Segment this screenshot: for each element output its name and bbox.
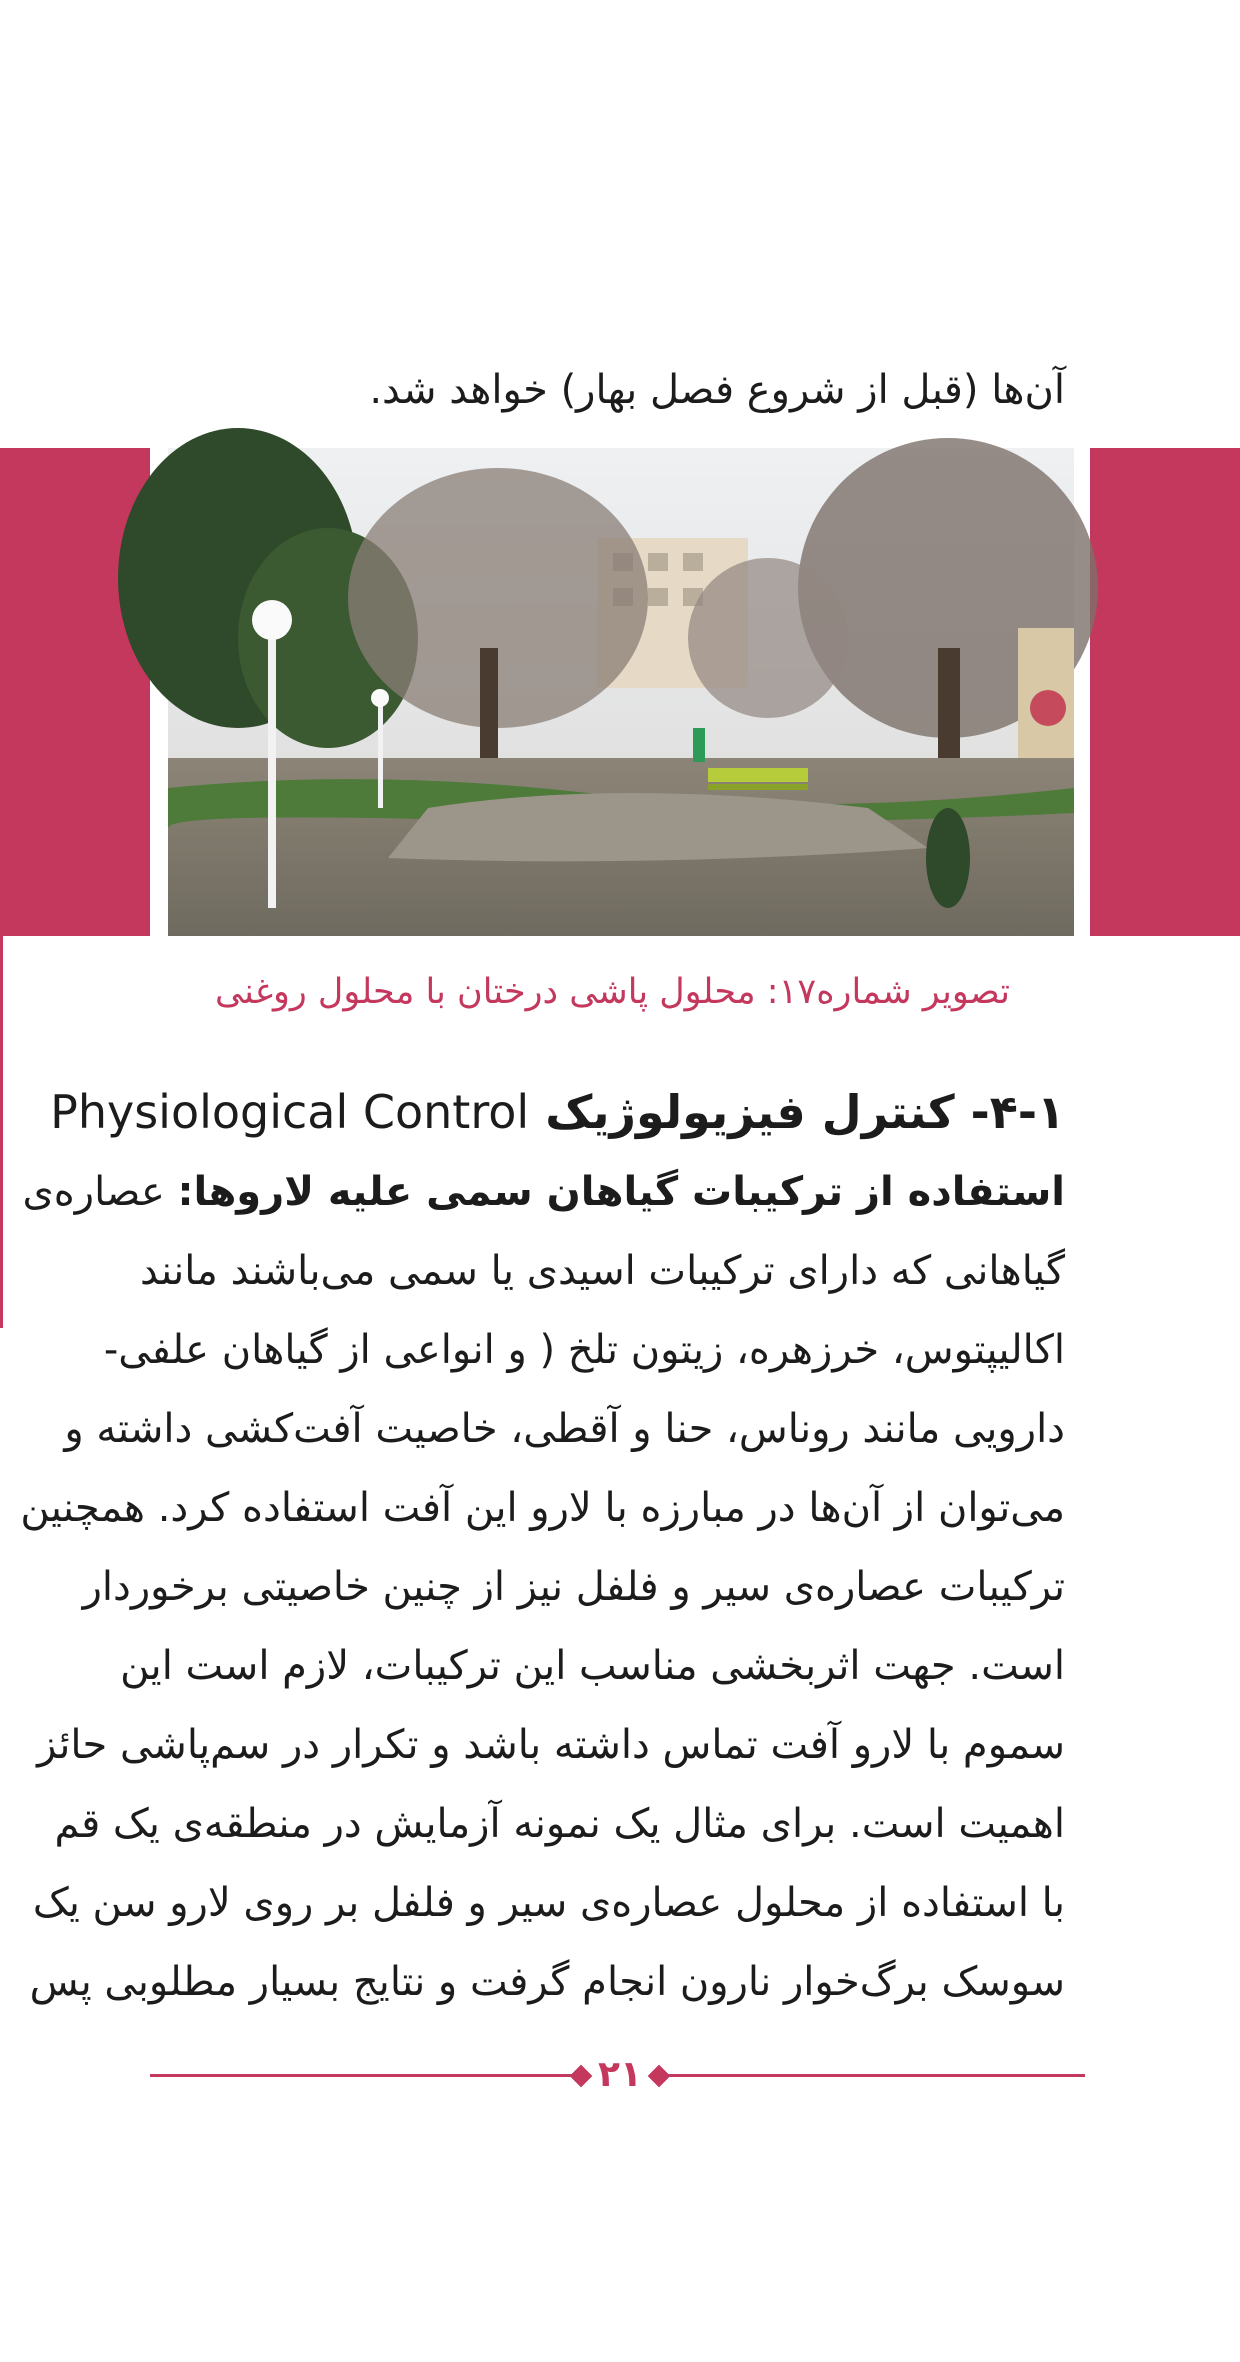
paragraph-line: است. جهت اثربخشی مناسب این ترکیبات، لازم است این [120, 1643, 1065, 1689]
continued-text-line: آن‌ها (قبل از شروع فصل بهار) خواهد شد. [369, 367, 1065, 413]
paragraph-line: می‌توان از آن‌ها در مبارزه با لارو این آفت استفاده کرد. همچنین [20, 1485, 1065, 1531]
page-number: ۲۱ [598, 2054, 642, 2095]
paragraph-line-lead [22, 1153, 1065, 1232]
section-heading [50, 1075, 1065, 1149]
paragraph [20, 1153, 1065, 2022]
paragraph-line: اکالیپتوس، خرزهره، زیتون تلخ ( و انواعی از گیاهان علفی- [103, 1327, 1065, 1373]
paragraph-line: اهمیت است. برای مثال یک نمونه آزمایش در منطقه‌ی یک قم [54, 1801, 1065, 1847]
footer-diamond-left-icon [570, 2065, 593, 2088]
decorative-band-right [1090, 448, 1240, 936]
figure-photo [168, 448, 1074, 936]
paragraph-line: با استفاده از محلول عصاره‌ی سیر و فلفل بر روی لارو سن یک [32, 1880, 1065, 1926]
section-title-en: Physiological Control [50, 1085, 530, 1139]
footer-rule-left [150, 2074, 575, 2077]
section-title-fa: کنترل فیزیولوژیک [545, 1085, 955, 1139]
paragraph-line: سوسک برگ‌خوار نارون انجام گرفت و نتایج بسیار مطلوبی پس [29, 1959, 1065, 2005]
paragraph-line: ترکیبات عصاره‌ی سیر و فلفل نیز از چنین خاصیتی برخوردار [82, 1564, 1065, 1610]
paragraph-lead-bold: استفاده از ترکیبات گیاهان سمی علیه لاروها: [177, 1169, 1065, 1215]
paragraph-lead-rest: عصاره‌ی [22, 1169, 178, 1215]
paragraph-line: سموم با لارو آفت تماس داشته باشد و تکرار در سم‌پاشی حائز [37, 1722, 1065, 1768]
decorative-edge-strip [0, 936, 3, 1328]
paragraph-line: دارویی مانند روناس، حنا و آقطی، خاصیت آفت‌کشی داشته و [64, 1406, 1065, 1452]
figure-caption: تصویر شماره۱۷: محلول پاشی درختان با محلول روغنی [214, 972, 1011, 1012]
section-number: ۴-۱- [954, 1085, 1065, 1139]
footer-rule-right [665, 2074, 1085, 2077]
paragraph-line: گیاهانی که دارای ترکیبات اسیدی یا سمی می‌باشند مانند [140, 1248, 1065, 1294]
